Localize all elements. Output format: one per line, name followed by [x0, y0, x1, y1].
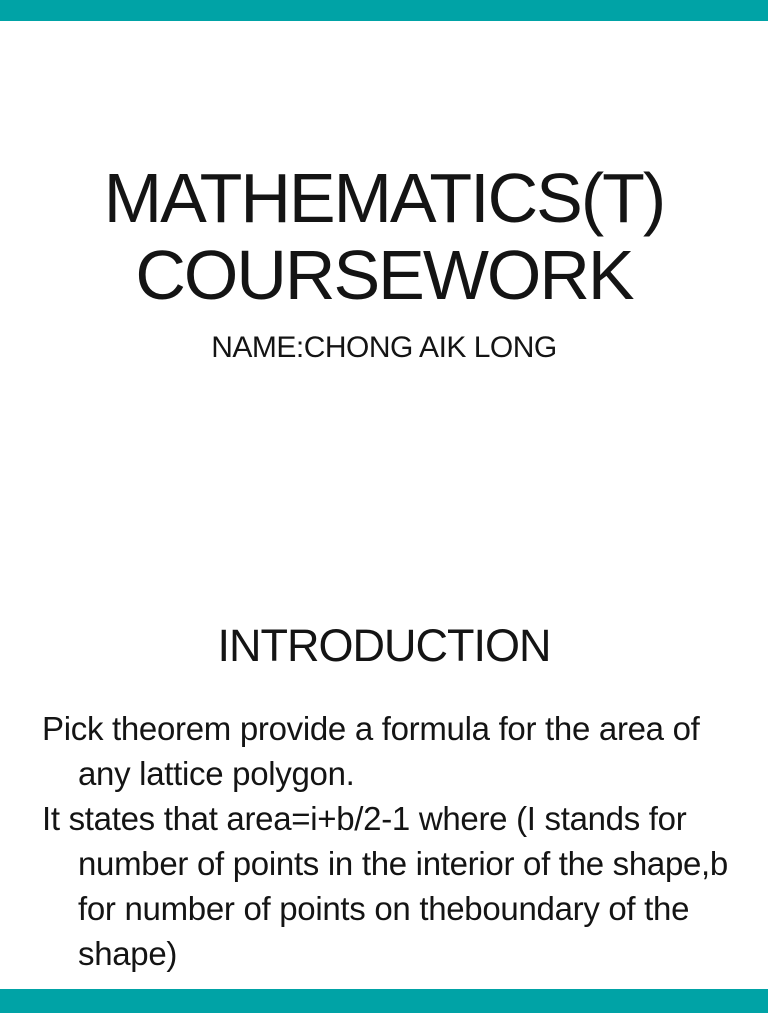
paragraph: [42, 706, 742, 796]
paragraph-line: Pick theorem provide a formula for the area of: [42, 710, 700, 747]
slide-body: [42, 706, 742, 976]
viewer-top-bar: [0, 0, 768, 21]
viewer-bottom-bar: [0, 989, 768, 1013]
section-heading: INTRODUCTION: [217, 620, 551, 671]
slide-title: [0, 160, 768, 314]
paragraph-line: shape): [78, 935, 178, 972]
paragraph-line: any lattice polygon.: [78, 755, 355, 792]
paragraph-line: It states that area=i+b/2-1 where (I stands for: [42, 800, 687, 837]
slide-title-line-1: MATHEMATICS(T): [103, 159, 665, 237]
paragraph-line: number of points in the interior of the shape,b: [78, 845, 728, 882]
paragraph: [42, 796, 742, 976]
paragraph-line: for number of points on theboundary of the: [78, 890, 690, 927]
slide-title-line-2: COURSEWORK: [135, 236, 633, 314]
slide-subtitle: NAME:CHONG AIK LONG: [211, 331, 557, 364]
